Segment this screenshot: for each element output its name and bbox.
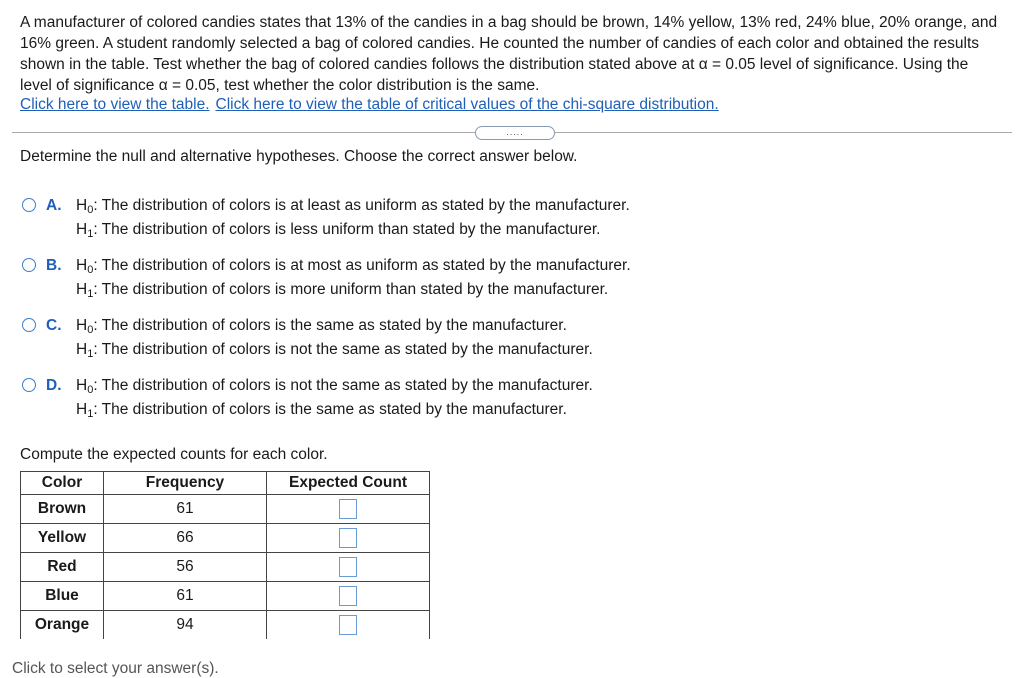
header-expected-count: Expected Count bbox=[267, 472, 430, 495]
option-letter: A. bbox=[46, 197, 62, 214]
frequency-cell: 66 bbox=[104, 524, 267, 553]
expand-toggle-button[interactable]: ..... bbox=[475, 126, 555, 140]
alt-hypothesis-c: $H_1$: The distribution of colors is not the same as stated by the manufacturer. bbox=[76, 341, 593, 360]
expected-count-input-orange[interactable] bbox=[339, 615, 357, 635]
table-row bbox=[21, 553, 430, 582]
table-header-row bbox=[21, 472, 430, 495]
expected-counts-table bbox=[20, 471, 430, 639]
header-color: Color bbox=[21, 472, 104, 495]
expected-count-input-red[interactable] bbox=[339, 557, 357, 577]
expected-count-input-brown[interactable] bbox=[339, 499, 357, 519]
radio-button-d[interactable] bbox=[22, 378, 36, 392]
color-cell: Brown bbox=[21, 495, 104, 524]
color-cell: Orange bbox=[21, 611, 104, 640]
expected-count-input-yellow[interactable] bbox=[339, 528, 357, 548]
option-letter: C. bbox=[46, 317, 62, 334]
frequency-cell: 61 bbox=[104, 495, 267, 524]
alt-hypothesis-a: $H_1$: The distribution of colors is less uniform than stated by the manufacturer. bbox=[76, 221, 601, 240]
color-cell: Yellow bbox=[21, 524, 104, 553]
color-cell: Blue bbox=[21, 582, 104, 611]
links-row bbox=[20, 96, 725, 114]
view-critical-values-link[interactable]: Click here to view the table of critical values of the chi-square distribution. bbox=[215, 96, 719, 113]
footer-hint: Click to select your answer(s). bbox=[12, 660, 219, 677]
table-row bbox=[21, 582, 430, 611]
radio-button-b[interactable] bbox=[22, 258, 36, 272]
radio-button-c[interactable] bbox=[22, 318, 36, 332]
color-cell: Red bbox=[21, 553, 104, 582]
table-row bbox=[21, 495, 430, 524]
problem-statement: A manufacturer of colored candies states that 13% of the candies in a bag should be brown, 14% yellow, 13% red, 24% blue, 20% orange, and 16% green. A student randomly selected a bag of colored candies. He counted the number of candies of each color and obtained the results shown in the table. Test whether the bag of colored candies follows the distribution stated above at α = 0.05 level of significance. Using the level of significance α = 0.05, test whether the color distribution is the same. bbox=[20, 14, 998, 94]
header-frequency: Frequency bbox=[104, 472, 267, 495]
null-hypothesis-b: $H_0$: The distribution of colors is at most as uniform as stated by the manufacturer. bbox=[76, 257, 631, 276]
hypotheses-question: Determine the null and alternative hypotheses. Choose the correct answer below. bbox=[20, 148, 578, 165]
option-letter: B. bbox=[46, 257, 62, 274]
alt-hypothesis-d: $H_1$: The distribution of colors is the same as stated by the manufacturer. bbox=[76, 401, 567, 420]
null-hypothesis-c: $H_0$: The distribution of colors is the same as stated by the manufacturer. bbox=[76, 317, 567, 336]
null-hypothesis-a: $H_0$: The distribution of colors is at least as uniform as stated by the manufacturer. bbox=[76, 197, 630, 216]
frequency-cell: 61 bbox=[104, 582, 267, 611]
table-row bbox=[21, 611, 430, 640]
expected-counts-prompt: Compute the expected counts for each color. bbox=[20, 446, 328, 463]
alt-hypothesis-b: $H_1$: The distribution of colors is more uniform than stated by the manufacturer. bbox=[76, 281, 609, 300]
table-row bbox=[21, 524, 430, 553]
frequency-cell: 56 bbox=[104, 553, 267, 582]
expected-count-input-blue[interactable] bbox=[339, 586, 357, 606]
null-hypothesis-d: $H_0$: The distribution of colors is not the same as stated by the manufacturer. bbox=[76, 377, 593, 396]
radio-button-a[interactable] bbox=[22, 198, 36, 212]
view-table-link[interactable]: Click here to view the table. bbox=[20, 96, 210, 113]
frequency-cell: 94 bbox=[104, 611, 267, 640]
option-letter: D. bbox=[46, 377, 62, 394]
